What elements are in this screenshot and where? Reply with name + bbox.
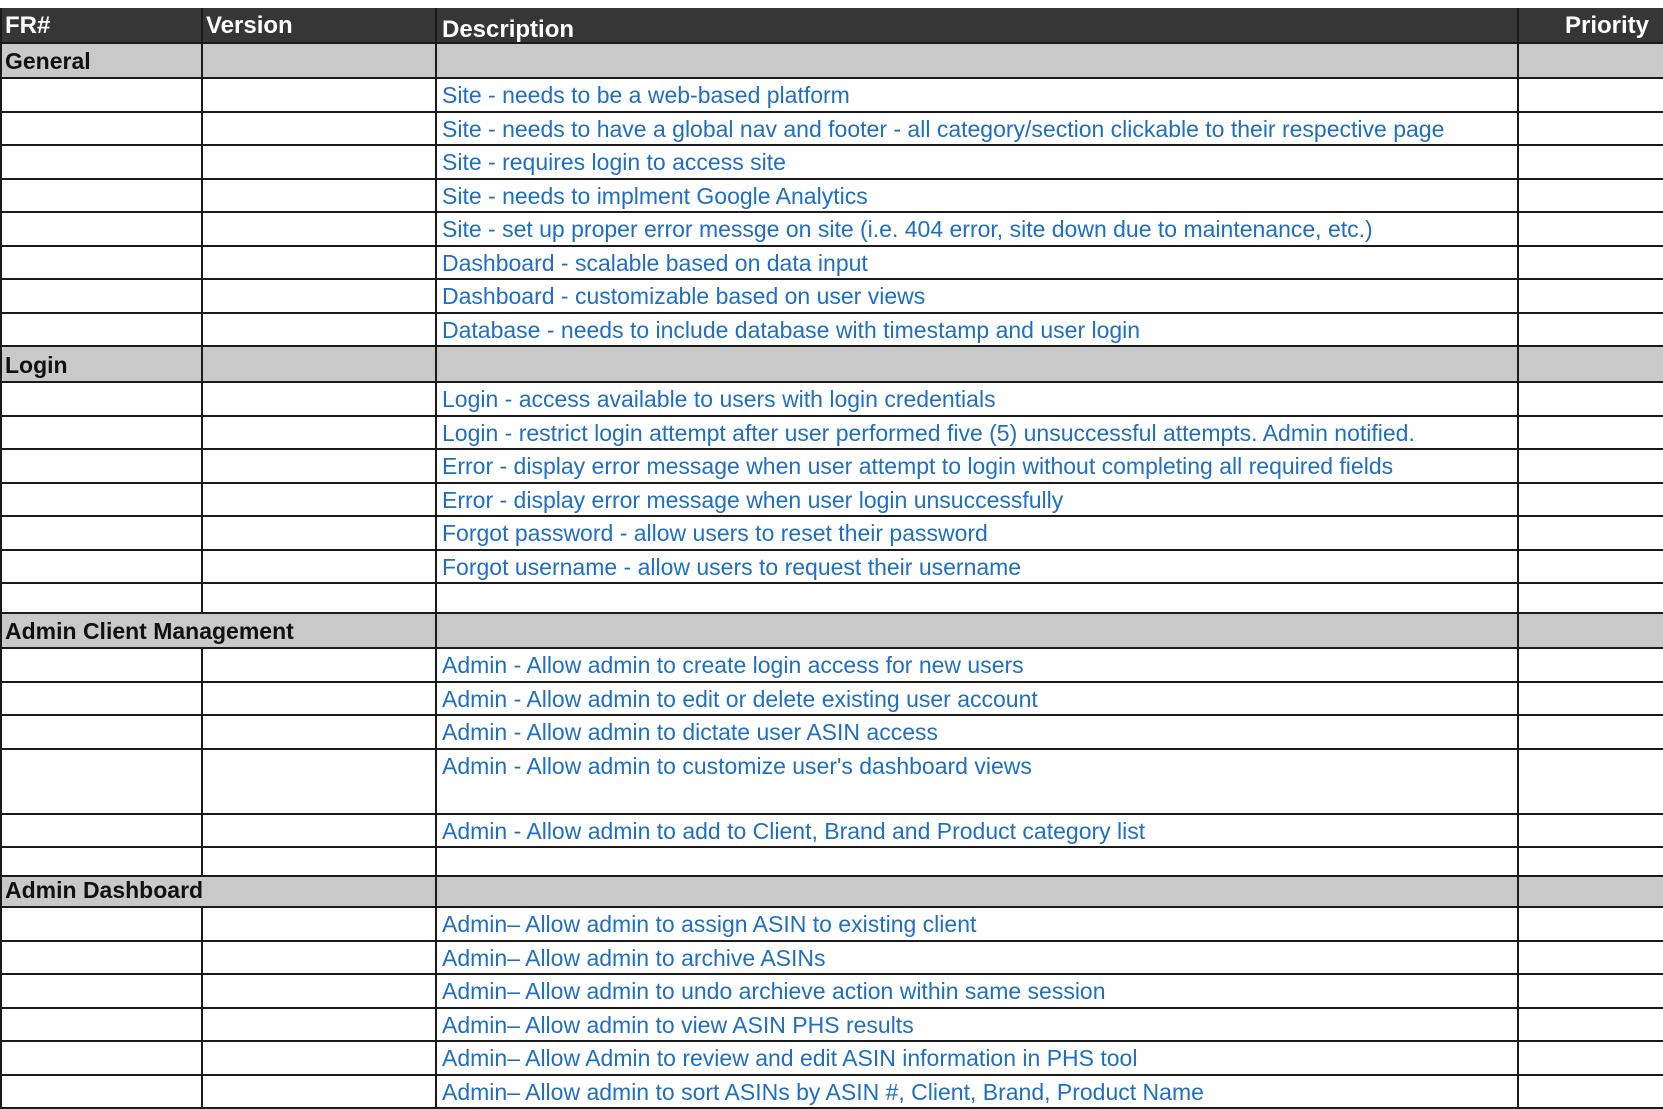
description-text: Dashboard - customizable based on user views [442,283,926,309]
table-row [0,450,1663,484]
table-row [0,484,1663,518]
description-cell[interactable] [437,750,1519,815]
section-version-cell[interactable] [203,347,437,383]
fr-cell[interactable] [0,750,203,815]
description-cell[interactable] [437,649,1519,683]
description-text: Forgot username - allow users to request their username [442,553,1022,580]
table-row [0,314,1663,348]
version-cell[interactable] [203,683,437,717]
description-text: Admin– Allow admin to assign ASIN to existing client [442,911,977,937]
table-row [0,815,1663,849]
priority-cell[interactable] [1519,417,1663,451]
table-row [0,417,1663,451]
version-cell[interactable] [203,247,437,281]
version-cell[interactable] [203,314,437,348]
version-cell[interactable] [203,417,437,451]
table-row [0,383,1663,417]
table-row [0,942,1663,976]
table-row [0,716,1663,750]
description-text: Login - restrict login attempt after user performed five (5) unsuccessful attempts. Admin notified. [442,419,1415,446]
priority-cell[interactable] [1519,1042,1663,1076]
table-row [0,247,1663,281]
table-row [0,79,1663,113]
description-text: Error - display error message when user login unsuccessfully [442,486,1064,513]
fr-cell[interactable] [0,417,203,451]
description-cell[interactable] [437,247,1519,281]
section-title-cell[interactable] [0,347,203,383]
description-text: Forgot password - allow users to reset their password [442,520,988,546]
description-text: Site - needs to be a web-based platform [442,82,850,108]
description-cell[interactable] [437,450,1519,484]
priority-cell[interactable] [1519,848,1663,877]
section-priority-cell[interactable] [1519,347,1663,383]
description-cell[interactable] [437,417,1519,451]
header-description-cell[interactable] [437,8,1519,44]
section-title-cell[interactable] [0,614,437,649]
table-row [0,975,1663,1009]
version-cell[interactable] [203,146,437,180]
header-priority-cell[interactable] [1519,8,1663,44]
fr-cell[interactable] [0,716,203,750]
description-text: Admin– Allow Admin to review and edit ASIN information in PHS tool [442,1045,1138,1071]
fr-cell[interactable] [0,79,203,113]
description-cell[interactable] [437,113,1519,147]
header-description-label: Description [442,16,575,43]
priority-cell[interactable] [1519,716,1663,750]
table-row [0,1009,1663,1043]
table-row [0,213,1663,247]
description-text: Database - needs to include database with timestamp and user login [442,316,1141,343]
section-priority-cell[interactable] [1519,44,1663,79]
priority-cell[interactable] [1519,1076,1663,1109]
description-cell[interactable] [437,1042,1519,1076]
table-row [0,1042,1663,1076]
table-row [0,683,1663,717]
priority-cell[interactable] [1519,280,1663,314]
priority-cell[interactable] [1519,750,1663,815]
version-cell[interactable] [203,649,437,683]
fr-cell[interactable] [0,1042,203,1076]
table-row-empty [0,584,1663,614]
fr-cell[interactable] [0,314,203,348]
section-description-cell[interactable] [437,347,1519,383]
fr-cell[interactable] [0,450,203,484]
table-row-tall [0,750,1663,815]
priority-cell[interactable] [1519,247,1663,281]
priority-cell[interactable] [1519,314,1663,348]
description-cell[interactable] [437,815,1519,849]
version-cell[interactable] [203,213,437,247]
table-row [0,280,1663,314]
table-row [0,908,1663,942]
table-row [0,180,1663,214]
section-row-general [0,44,1663,79]
table-row [0,1076,1663,1109]
description-text: Site - needs to have a global nav and footer - all category/section clickable to their respective page [442,115,1445,142]
description-cell[interactable] [437,383,1519,417]
description-text: Admin– Allow admin to undo archieve action within same session [442,978,1106,1004]
version-cell[interactable] [203,517,437,551]
description-cell[interactable] [437,683,1519,717]
section-row-login [0,347,1663,383]
fr-cell[interactable] [0,848,203,877]
priority-cell[interactable] [1519,450,1663,484]
priority-cell[interactable] [1519,815,1663,849]
version-cell[interactable] [203,1009,437,1043]
header-version-label: Version [206,12,293,39]
version-cell[interactable] [203,584,437,614]
fr-cell[interactable] [0,908,203,942]
priority-cell[interactable] [1519,484,1663,518]
description-text: Login - access available to users with login credentials [442,386,996,412]
table-row [0,517,1663,551]
section-row-admin-dashboard [0,877,1663,908]
priority-cell[interactable] [1519,551,1663,585]
description-text: Admin - Allow admin to edit or delete existing user account [442,685,1038,712]
priority-cell[interactable] [1519,213,1663,247]
table-row [0,551,1663,585]
section-title-cell[interactable] [0,44,203,79]
description-text: Admin– Allow admin to sort ASINs by ASIN #, Client, Brand, Product Name [442,1078,1204,1105]
header-row [0,8,1663,44]
fr-cell[interactable] [0,484,203,518]
section-description-cell[interactable] [437,44,1519,79]
section-description-cell[interactable] [437,877,1519,908]
description-cell[interactable] [437,716,1519,750]
header-version-cell[interactable] [203,8,437,44]
version-cell[interactable] [203,79,437,113]
version-cell[interactable] [203,113,437,147]
description-cell[interactable] [437,1009,1519,1043]
version-cell[interactable] [203,450,437,484]
header-priority-label: Priority [1564,12,1649,39]
description-text: Site - needs to implment Google Analytics [442,182,868,209]
description-cell[interactable] [437,942,1519,976]
table-row-empty [0,848,1663,877]
description-text: Admin - Allow admin to dictate user ASIN access [442,719,938,745]
priority-cell[interactable] [1519,649,1663,683]
description-cell[interactable] [437,314,1519,348]
version-cell[interactable] [203,280,437,314]
section-title: Admin Client Management [5,618,294,644]
description-cell[interactable] [437,848,1519,877]
version-cell[interactable] [203,383,437,417]
fr-cell[interactable] [0,180,203,214]
section-priority-cell[interactable] [1519,614,1663,649]
section-title: General [5,48,91,74]
description-cell[interactable] [437,908,1519,942]
description-text: Site - requires login to access site [442,149,786,175]
version-cell[interactable] [203,1076,437,1109]
description-cell[interactable] [437,484,1519,518]
version-cell[interactable] [203,908,437,942]
fr-cell[interactable] [0,1076,203,1109]
priority-cell[interactable] [1519,180,1663,214]
version-cell[interactable] [203,848,437,877]
header-fr-cell[interactable] [0,8,203,44]
fr-cell[interactable] [0,517,203,551]
description-cell[interactable] [437,213,1519,247]
description-cell[interactable] [437,1076,1519,1109]
fr-cell[interactable] [0,683,203,717]
section-title: Login [5,352,68,378]
section-priority-cell[interactable] [1519,877,1663,908]
description-cell[interactable] [437,517,1519,551]
priority-cell[interactable] [1519,908,1663,942]
description-text: Admin - Allow admin to create login access for new users [442,652,1024,678]
section-description-cell[interactable] [437,614,1519,649]
section-title-cell[interactable] [0,877,437,908]
description-text: Site - set up proper error messge on site (i.e. 404 error, site down due to maintenance, etc.) [442,216,1373,242]
description-text: Admin - Allow admin to add to Client, Brand and Product category list [442,817,1146,844]
version-cell[interactable] [203,484,437,518]
fr-cell[interactable] [0,383,203,417]
fr-cell[interactable] [0,280,203,314]
priority-cell[interactable] [1519,113,1663,147]
section-title: Admin Dashboard [5,877,204,903]
version-cell[interactable] [203,942,437,976]
fr-cell[interactable] [0,649,203,683]
description-cell[interactable] [437,584,1519,614]
description-text: Admin– Allow admin to view ASIN PHS results [442,1011,914,1038]
priority-cell[interactable] [1519,683,1663,717]
description-cell[interactable] [437,146,1519,180]
version-cell[interactable] [203,750,437,815]
description-cell[interactable] [437,280,1519,314]
section-version-cell[interactable] [203,44,437,79]
table-row [0,146,1663,180]
version-cell[interactable] [203,975,437,1009]
version-cell[interactable] [203,815,437,849]
description-cell[interactable] [437,79,1519,113]
header-fr-label: FR# [5,12,51,39]
fr-cell[interactable] [0,113,203,147]
description-cell[interactable] [437,180,1519,214]
fr-cell[interactable] [0,551,203,585]
priority-cell[interactable] [1519,1009,1663,1043]
fr-cell[interactable] [0,942,203,976]
description-text: Admin - Allow admin to customize user's dashboard views [442,752,1032,779]
table-row [0,649,1663,683]
priority-cell[interactable] [1519,942,1663,976]
description-text: Dashboard - scalable based on data input [442,249,868,276]
description-cell[interactable] [437,975,1519,1009]
fr-cell[interactable] [0,975,203,1009]
version-cell[interactable] [203,716,437,750]
description-text: Error - display error message when user attempt to login without completing all required fields [442,453,1394,479]
fr-cell[interactable] [0,247,203,281]
version-cell[interactable] [203,551,437,585]
version-cell[interactable] [203,180,437,214]
fr-cell[interactable] [0,146,203,180]
priority-cell[interactable] [1519,383,1663,417]
priority-cell[interactable] [1519,517,1663,551]
priority-cell[interactable] [1519,146,1663,180]
version-cell[interactable] [203,1042,437,1076]
fr-cell[interactable] [0,1009,203,1043]
description-cell[interactable] [437,551,1519,585]
fr-cell[interactable] [0,213,203,247]
description-text: Admin– Allow admin to archive ASINs [442,944,826,971]
priority-cell[interactable] [1519,584,1663,614]
fr-cell[interactable] [0,815,203,849]
fr-cell[interactable] [0,584,203,614]
section-row-admin-client-management [0,614,1663,649]
priority-cell[interactable] [1519,79,1663,113]
table-row [0,113,1663,147]
priority-cell[interactable] [1519,975,1663,1009]
